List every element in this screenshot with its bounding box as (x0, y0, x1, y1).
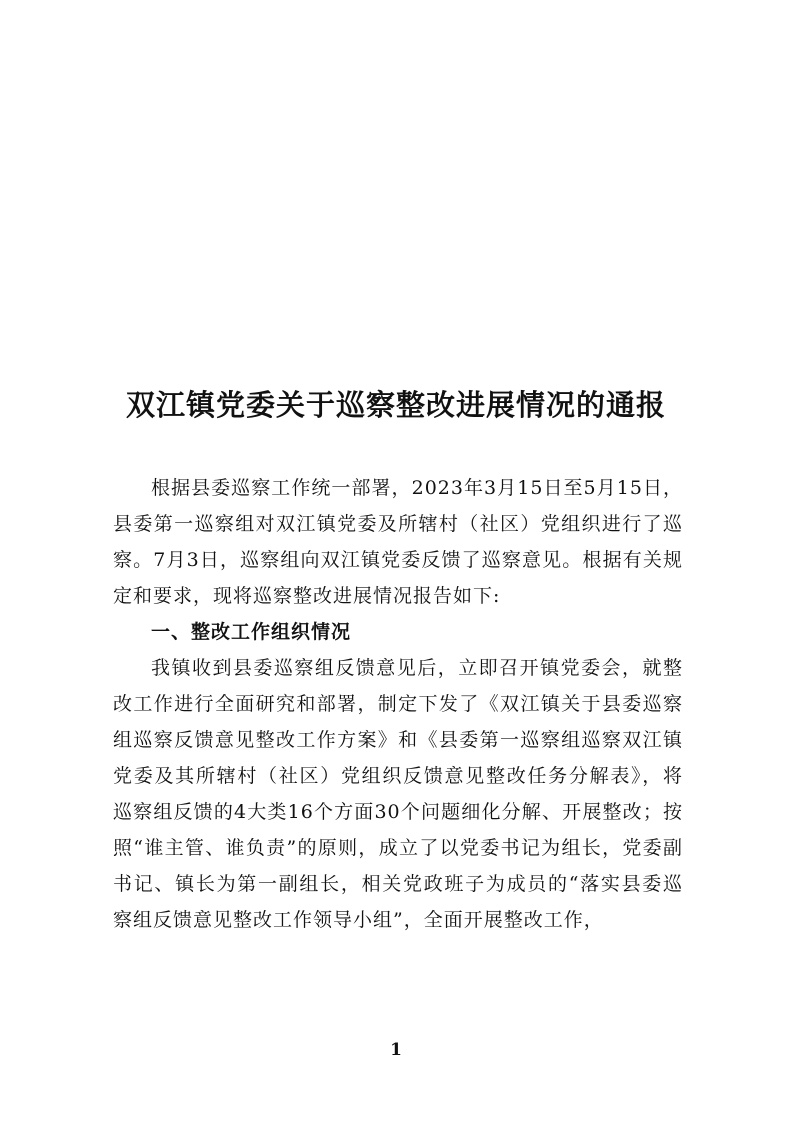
section-paragraph: 我镇收到县委巡察组反馈意见后，立即召开镇党委会，就整改工作进行全面研究和部署，制定下发了《双江镇关于县委巡察组巡察反馈意见整改工作方案》和《县委第一巡察组巡察双江镇党委及其所辖村（社区）党组织反馈意见整改任务分解表》，将巡察组反馈的4大类16个方面30个问题细化分解、开展整改；按照“谁主管、谁负责”的原则，成立了以党委书记为组长，党委副书记、镇长为第一副组长，相关党政班子为成员的“落实县委巡察组反馈意见整改工作领导小组”，全面开展整改工作， (113, 657, 683, 931)
page-number: 1 (390, 1040, 402, 1060)
document-title: 双江镇党委关于巡察整改进展情况的通报 (125, 388, 666, 422)
section-heading: 一、整改工作组织情况 (151, 621, 352, 643)
document-body (113, 470, 683, 938)
intro-paragraph: 根据县委巡察工作统一部署，2023年3月15日至5月15日，县委第一巡察组对双江镇党委及所辖村（社区）党组织进行了巡察。7月3日，巡察组向双江镇党委反馈了巡察意见。根据有关规定和要求，现将巡察整改进展情况报告如下: (113, 477, 683, 607)
